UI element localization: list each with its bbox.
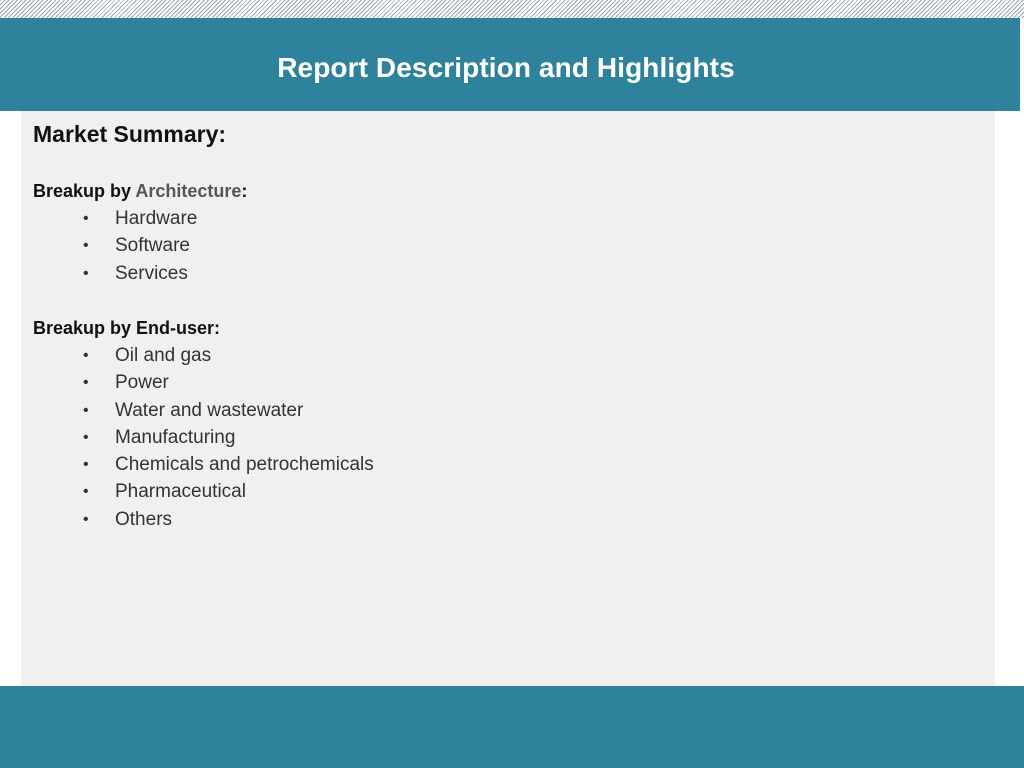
bullet-dot-icon: • (83, 347, 89, 364)
content-panel (21, 111, 995, 686)
list-item-label: Hardware (115, 208, 198, 229)
architecture-breakup-heading (33, 181, 247, 202)
footer-banner (0, 686, 1024, 768)
list-item-label: Pharmaceutical (115, 481, 246, 503)
list-item-label: Oil and gas (115, 345, 212, 366)
list-item-label: Manufacturing (115, 426, 236, 448)
list-item-label: Others (115, 508, 173, 530)
bullet-dot-icon: • (83, 401, 89, 419)
hatch-pattern-strip (0, 0, 1024, 18)
list-item-label: Water and wastewater (115, 399, 304, 421)
list-item-label: Chemicals and petrochemicals (115, 454, 374, 476)
bullet-dot-icon: • (83, 237, 89, 255)
end-user-heading-text: Breakup by End-user: (33, 318, 221, 338)
list-item-label: Software (115, 235, 190, 257)
page-title: Report Description and Highlights (277, 51, 735, 83)
architecture-heading-accent: Architecture (135, 181, 242, 201)
market-summary-heading: Market Summary: (33, 121, 227, 147)
architecture-heading-prefix: Breakup by (33, 181, 136, 201)
end-user-breakup-heading (33, 318, 220, 339)
list-item-label: Services (115, 262, 188, 284)
bullet-dot-icon: • (83, 510, 89, 528)
architecture-heading-suffix: : (241, 181, 248, 201)
bullet-dot-icon: • (83, 374, 89, 392)
bullet-dot-icon: • (83, 456, 89, 474)
bullet-dot-icon: • (83, 264, 89, 282)
title-banner (0, 18, 1020, 111)
list-item-label: Power (115, 372, 169, 394)
bullet-dot-icon: • (83, 210, 89, 227)
bullet-dot-icon: • (83, 483, 89, 501)
bullet-dot-icon: • (83, 428, 89, 446)
